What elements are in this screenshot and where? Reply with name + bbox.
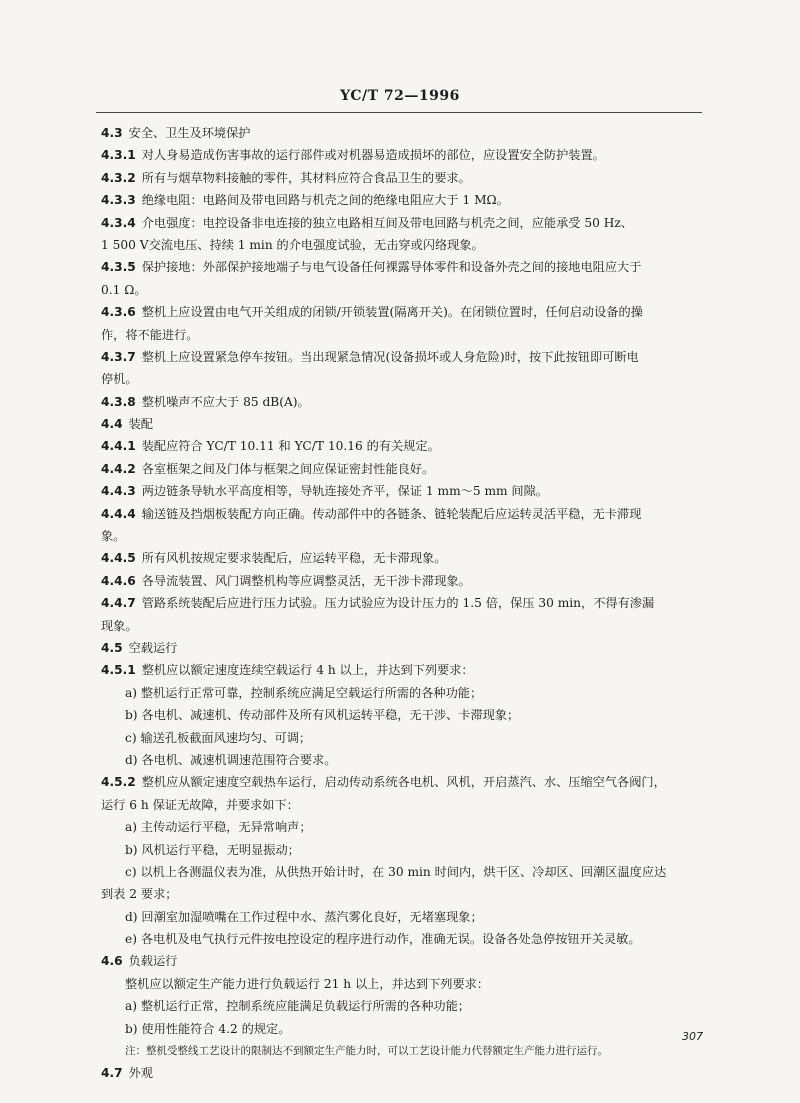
clause-number: 4.3.8 — [101, 394, 136, 409]
clause-number: 4.6 — [101, 954, 123, 969]
clause-line — [101, 301, 711, 323]
clause-line — [101, 144, 711, 166]
text-line — [101, 368, 711, 390]
clause-number: 4.4.7 — [101, 596, 136, 611]
clause-line — [101, 480, 711, 502]
clause-text: 整机应以额定速度连续空载运行 4 h 以上，并达到下列要求： — [141, 663, 474, 678]
clause-text: 1 500 V交流电压、持续 1 min 的介电强度试验，无击穿或闪络现象。 — [101, 237, 484, 252]
text-line — [101, 525, 711, 547]
clause-number: 4.4.2 — [101, 461, 136, 476]
clause-text: 装配应符合 YC/T 10.11 和 YC/T 10.16 的有关规定。 — [141, 439, 440, 454]
clause-number: 4.4 — [101, 417, 123, 432]
text-line — [101, 682, 711, 704]
clause-text: 整机应从额定速度空载热车运行，启动传动系统各电机、风机，开启蒸汽、水、压缩空气各阀门， — [141, 775, 666, 790]
clause-number: 4.3.4 — [101, 215, 136, 230]
clause-text: 象。 — [101, 529, 126, 544]
clause-text: 负载运行 — [128, 954, 178, 969]
clause-text: 保护接地：外部保护接地端子与电气设备任何裸露导体零件和设备外壳之间的接地电阻应大于 — [141, 260, 642, 275]
clause-line — [101, 771, 711, 793]
clause-text: 绝缘电阻：电路间及带电回路与机壳之间的绝缘电阻应大于 1 MΩ。 — [141, 193, 509, 208]
clause-text: 对人身易造成伤害事故的运行部件或对机器易造成损坏的部位，应设置安全防护装置。 — [141, 148, 605, 163]
clause-line — [101, 659, 711, 681]
clause-text: 注：整机受整线工艺设计的限制达不到额定生产能力时，可以工艺设计能力代替额定生产能力进行运行。 — [125, 1045, 608, 1058]
page-number: 307 — [682, 1030, 703, 1043]
clause-text: c) 以机上各测温仪表为准，从供热开始计时，在 30 min 时间内，烘干区、冷却区、回潮区温度应达 — [125, 864, 667, 879]
clause-text: 整机噪声不应大于 85 dB(A)。 — [141, 394, 310, 409]
clause-text: 装配 — [128, 417, 153, 432]
clause-line — [101, 413, 711, 435]
text-line — [101, 749, 711, 771]
text-line — [101, 324, 711, 346]
clause-line — [101, 212, 711, 234]
text-line — [101, 794, 711, 816]
document-body — [101, 122, 711, 1085]
clause-number: 4.5 — [101, 640, 123, 655]
clause-number: 4.3.3 — [101, 193, 136, 208]
clause-line — [101, 950, 711, 972]
clause-text: 0.1 Ω。 — [101, 282, 147, 297]
clause-text: b) 各电机、减速机、传动部件及所有风机运转平稳，无干涉、卡滞现象； — [125, 708, 520, 723]
clause-text: c) 输送孔板截面风速均匀、可调； — [125, 730, 312, 745]
clause-text: 各导流装置、风门调整机构等应调整灵活，无干涉卡滞现象。 — [141, 573, 471, 588]
clause-number: 4.4.4 — [101, 506, 136, 521]
clause-text: d) 回潮室加湿喷嘴在工作过程中水、蒸汽雾化良好，无堵塞现象； — [125, 909, 483, 924]
clause-text: 介电强度：电控设备非电连接的独立电路相互间及带电回路与机壳之间，应能承受 50 Hz、 — [141, 215, 633, 230]
clause-number: 4.4.1 — [101, 439, 136, 454]
clause-line — [101, 346, 711, 368]
text-line — [101, 928, 711, 950]
clause-text: a) 主传动运行平稳，无异常响声； — [125, 820, 312, 835]
clause-line — [101, 189, 711, 211]
clause-line — [101, 122, 711, 144]
clause-text: 外观 — [128, 1066, 153, 1081]
clause-text: 现象。 — [101, 618, 138, 633]
clause-number: 4.3.7 — [101, 349, 136, 364]
text-line — [101, 839, 711, 861]
clause-text: a) 整机运行正常，控制系统应能满足负载运行所需的各种功能； — [125, 999, 470, 1014]
clause-text: 停机。 — [101, 372, 138, 387]
clause-line — [101, 503, 711, 525]
standard-code-header: YC/T 72—1996 — [340, 88, 460, 104]
text-line — [101, 861, 711, 883]
clause-line — [101, 637, 711, 659]
clause-number: 4.3.5 — [101, 260, 136, 275]
clause-text: 整机应以额定生产能力进行负载运行 21 h 以上，并达到下列要求： — [125, 976, 490, 991]
clause-line — [101, 570, 711, 592]
clause-text: 运行 6 h 保证无故障，并要求如下： — [101, 797, 299, 812]
clause-text: a) 整机运行正常可靠，控制系统应满足空载运行所需的各种功能； — [125, 685, 483, 700]
clause-line — [101, 1062, 711, 1084]
clause-line — [101, 167, 711, 189]
text-line — [101, 883, 711, 905]
text-line — [101, 234, 711, 256]
clause-text: 管路系统装配后应进行压力试验。压力试验应为设计压力的 1.5 倍，保压 30 min，不得有渗漏 — [141, 596, 655, 611]
clause-text: 到表 2 要求； — [101, 887, 178, 902]
clause-text: 输送链及挡烟板装配方向正确。传动部件中的各链条、链轮装配后应运转灵活平稳，无卡滞现 — [141, 506, 642, 521]
clause-text: 安全、卫生及环境保护 — [128, 126, 251, 140]
clause-text: 整机上应设置紧急停车按钮。当出现紧急情况(设备损坏或人身危险)时，按下此按钮即可断电 — [141, 349, 639, 364]
clause-line — [101, 435, 711, 457]
clause-number: 4.3 — [101, 126, 123, 140]
clause-text: 空载运行 — [128, 640, 178, 655]
text-line — [101, 279, 711, 301]
clause-line — [101, 458, 711, 480]
clause-text: 整机上应设置由电气开关组成的闭锁/开锁装置(隔离开关)。在闭锁位置时，任何启动设备的操 — [141, 305, 643, 320]
text-line — [101, 1040, 711, 1062]
clause-text: 所有风机按规定要求装配后，应运转平稳，无卡滞现象。 — [141, 551, 447, 566]
clause-text: 各室框架之间及门体与框架之间应保证密封性能良好。 — [141, 461, 435, 476]
clause-number: 4.7 — [101, 1066, 123, 1081]
clause-line — [101, 256, 711, 278]
header-rule — [96, 112, 702, 113]
clause-number: 4.3.2 — [101, 170, 136, 185]
text-line — [101, 816, 711, 838]
clause-number: 4.3.1 — [101, 148, 136, 163]
clause-text: b) 使用性能符合 4.2 的规定。 — [125, 1021, 291, 1036]
clause-number: 4.5.2 — [101, 775, 136, 790]
clause-number: 4.3.6 — [101, 305, 136, 320]
text-line — [101, 1018, 711, 1040]
clause-text: d) 各电机、减速机调速范围符合要求。 — [125, 752, 337, 767]
text-line — [101, 973, 711, 995]
clause-text: e) 各电机及电气执行元件按电控设定的程序进行动作，准确无误。设备各处急停按钮开关灵敏。 — [125, 932, 641, 947]
text-line — [101, 727, 711, 749]
clause-number: 4.4.5 — [101, 551, 136, 566]
clause-text: b) 风机运行平稳，无明显振动； — [125, 842, 300, 857]
clause-number: 4.4.6 — [101, 573, 136, 588]
text-line — [101, 995, 711, 1017]
clause-text: 两边链条导轨水平高度相等，导轨连接处齐平，保证 1 mm～5 mm 间隙。 — [141, 484, 548, 499]
text-line — [101, 906, 711, 928]
clause-line — [101, 391, 711, 413]
text-line — [101, 615, 711, 637]
clause-number: 4.5.1 — [101, 663, 136, 678]
text-line — [101, 704, 711, 726]
clause-text: 所有与烟草物料接触的零件，其材料应符合食品卫生的要求。 — [141, 170, 471, 185]
clause-text: 作，将不能进行。 — [101, 327, 199, 342]
clause-number: 4.4.3 — [101, 484, 136, 499]
clause-line — [101, 592, 711, 614]
clause-line — [101, 547, 711, 569]
